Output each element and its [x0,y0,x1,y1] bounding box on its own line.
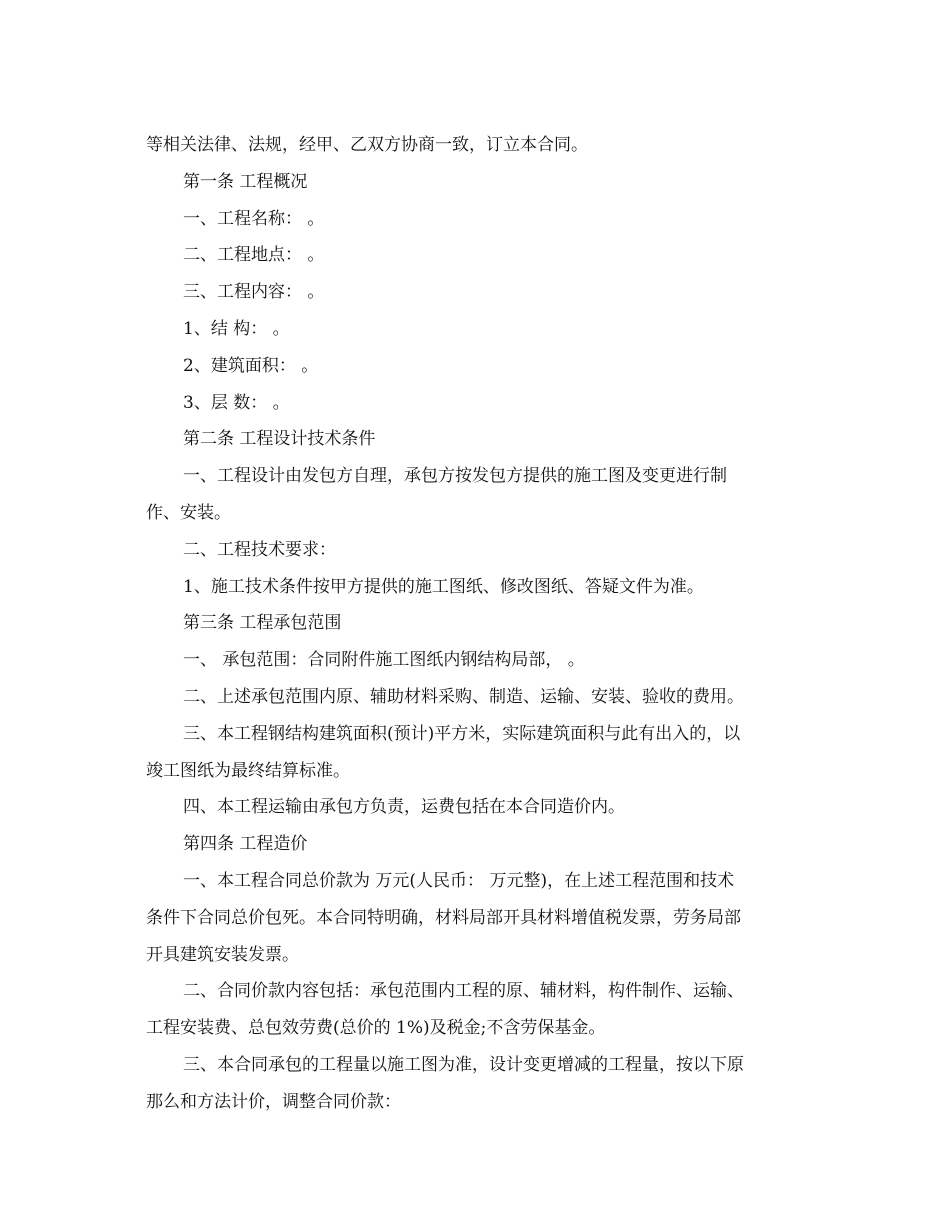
text-line: 二、合同价款内容包括：承包范围内工程的原、辅材料，构件制作、运输、 [183,981,744,1002]
text-line: 作、安装。 [146,502,231,523]
section-heading: 第四条 工程造价 [183,834,308,855]
text-line: 一、 承包范围：合同附件施工图纸内钢结构局部， 。 [183,650,585,671]
text-line: 开具建筑安装发票。 [146,944,299,965]
section-heading: 第二条 工程设计技术条件 [183,429,376,450]
text-line: 工程安装费、总包效劳费(总价的 1%)及税金;不含劳保基金。 [146,1018,606,1039]
text-line: 条件下合同总价包死。本合同特明确，材料局部开具材料增值税发票，劳务局部 [146,907,741,928]
text-line: 二、工程地点： 。 [183,245,325,266]
text-line: 二、工程技术要求： [183,539,336,560]
text-line: 3、层 数： 。 [183,392,290,413]
section-heading: 第三条 工程承包范围 [183,613,342,634]
text-line: 三、本工程钢结构建筑面积(预计)平方米，实际建筑面积与此有出入的，以 [183,723,741,744]
document-body [146,127,806,1121]
text-line: 二、上述承包范围内原、辅助材料采购、制造、运输、安装、验收的费用。 [183,686,744,707]
text-line: 1、结 构： 。 [183,318,290,339]
text-line: 1、施工技术条件按甲方提供的施工图纸、修改图纸、答疑文件为准。 [183,576,704,597]
text-line: 一、本工程合同总价款为 万元(人民币： 万元整)，在上述工程范围和技术 [183,870,735,891]
text-line: 一、工程名称： 。 [183,208,325,229]
section-heading: 第一条 工程概况 [183,171,308,192]
text-line: 四、本工程运输由承包方负责，运费包括在本合同造价内。 [183,797,625,818]
text-line: 2、建筑面积： 。 [183,355,319,376]
text-line: 竣工图纸为最终结算标准。 [146,760,350,781]
text-line: 那么和方法计价，调整合同价款： [146,1091,401,1112]
text-line: 三、工程内容： 。 [183,282,325,303]
text-line: 等相关法律、法规，经甲、乙双方协商一致，订立本合同。 [146,135,588,155]
text-line: 一、工程设计由发包方自理，承包方按发包方提供的施工图及变更进行制 [183,466,727,487]
text-line: 三、本合同承包的工程量以施工图为准，设计变更增减的工程量，按以下原 [183,1054,744,1075]
